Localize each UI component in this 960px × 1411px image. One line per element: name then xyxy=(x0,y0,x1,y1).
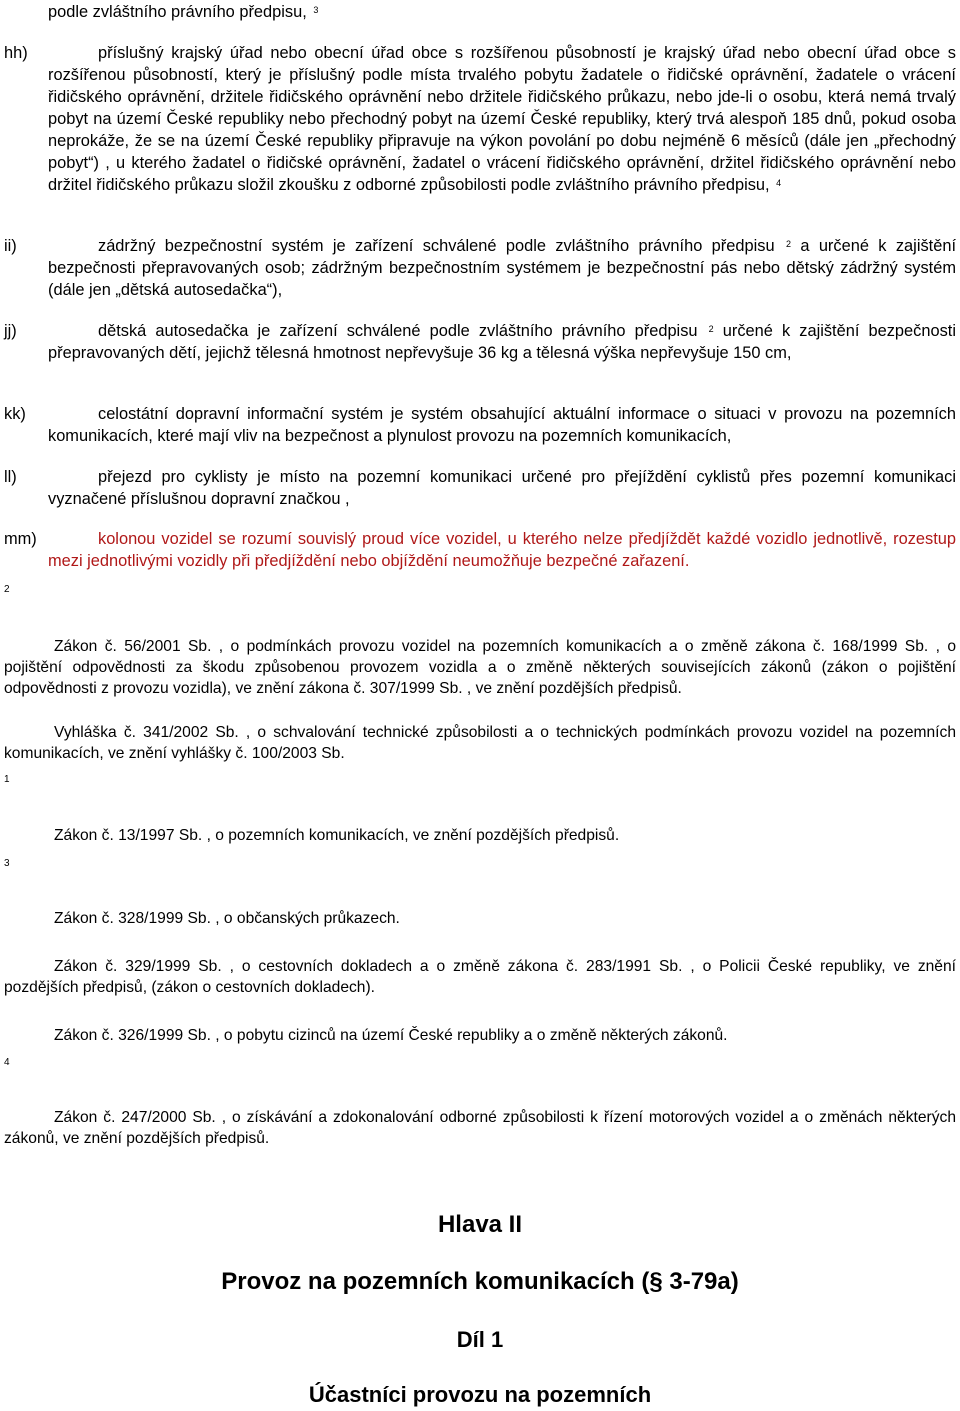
item-label-mm: mm) xyxy=(4,530,37,548)
item-label-ll: ll) xyxy=(4,468,17,486)
footnote-text xyxy=(4,1107,956,1149)
definition-hh xyxy=(48,42,956,196)
definition-jj-text-a: dětská autosedačka je zařízení schválené podle zvláštního právního předpisu xyxy=(98,322,698,340)
continuation-line xyxy=(48,1,318,23)
definition-jj-text-b: určené k zajištění bezpečnosti přepravovaných dětí, jejichž tělesná hmotnost nepřevyšuje 36 kg a tělesná výška nepřevyšuje 150 cm, xyxy=(48,322,956,362)
footnote-2a-text: Zákon č. 56/2001 Sb. , o podmínkách provozu vozidel na pozemních komunikacích a o změně zákona č. 168/1999 Sb. , o pojištění odpovědnosti za škodu způsobenou provozem vozidla a o změně některých souvisejících zákonů (zákon o pojištění odpovědnosti z provozu vozidla), ve znění zákona č. 307/1999 Sb. , ve znění pozdějších předpisů. xyxy=(4,638,956,697)
footnote-text xyxy=(4,722,956,764)
item-label-jj: jj) xyxy=(4,322,17,340)
footnote-number: 3 xyxy=(4,858,10,869)
footnote-4-text: Zákon č. 247/2000 Sb. , o získávání a zdokonalování odborné způsobilosti k řízení motorových vozidel a o změnách některých zákonů, ve znění pozdějších předpisů. xyxy=(4,1109,956,1147)
chapter-title: Provoz na pozemních komunikacích (§ 3-79a) xyxy=(221,1268,739,1295)
definition-mm-text: kolonou vozidel se rozumí souvislý proud více vozidel, u kterého nelze předjíždět každé vozidlo jednotlivě, rozestup mezi jednotlivými vozidly při předjíždění nebo objíždění neumožňuje bezpečné zařazení. xyxy=(48,530,956,570)
definition-kk-text: celostátní dopravní informační systém je systém obsahující aktuální informace o situaci v provozu na pozemních komunikacích, které mají vliv na bezpečnost a plynulost provozu na pozemních komunikacích, xyxy=(48,405,956,445)
definition-ll xyxy=(48,466,956,510)
footnote-number: 1 xyxy=(4,774,10,785)
footnote-2b-text: Vyhláška č. 341/2002 Sb. , o schvalování technické způsobilosti a o technických podmínkách provozu vozidel na pozemních komunikacích, ve znění vyhlášky č. 100/2003 Sb. xyxy=(4,724,956,762)
definition-ii-text-a: zádržný bezpečnostní systém je zařízení schválené podle zvláštního právního předpisu xyxy=(98,237,775,255)
footnote-text xyxy=(4,636,956,699)
chapter-heading: Hlava II xyxy=(437,1211,523,1238)
footnote-ref: 2 xyxy=(785,239,791,249)
continuation-text: podle zvláštního právního předpisu, xyxy=(48,3,307,21)
item-label-hh: hh) xyxy=(4,44,28,62)
definition-hh-text: příslušný krajský úřad nebo obecní úřad obce s rozšířenou působností je krajský úřad nebo obecní úřad obce s rozšířenou působností, který je příslušný podle místa trvalého pobytu žadatele o řidičské oprávnění, žadatele o vrácení řidičského oprávnění, držitele řidičského oprávnění nebo držitele řidičského průkazu, nebo jde-li o osobu, která nemá trvalý pobyt na území České republiky nebo přechodný pobyt na území České republiky, který trvá alespoň 185 dnů, pokud osoba neprokáže, že se na území České republiky připravuje na výkon povolání po dobu nejméně 6 měsíců (dále jen „přechodný pobyt“) , u kterého žadatel o řidičské oprávnění, žadatel o vrácení řidičského oprávnění, držitel řidičského oprávnění nebo držitel řidičského průkazu složil zkoušku z odborné způsobilosti podle zvláštního právního předpisu, xyxy=(48,44,956,194)
footnote-text: Zákon č. 328/1999 Sb. , o občanských průkazech. xyxy=(54,910,400,927)
item-label-kk: kk) xyxy=(4,405,26,423)
footnote-number: 4 xyxy=(4,1057,10,1068)
footnote-text xyxy=(4,956,956,998)
definition-jj xyxy=(48,320,956,364)
part-heading: Díl 1 xyxy=(456,1327,504,1352)
footnote-3b-text: Zákon č. 329/1999 Sb. , o cestovních dokladech a o změně zákona č. 283/1991 Sb. , o Policii České republiky, ve znění pozdějších předpisů, (zákon o cestovních dokladech). xyxy=(4,958,956,996)
footnote-ref: 2 xyxy=(708,324,714,334)
footnote-ref: 4 xyxy=(776,178,782,188)
footnote-text: Zákon č. 326/1999 Sb. , o pobytu cizinců na území České republiky a o změně některých zákonů. xyxy=(54,1027,728,1044)
part-title: Účastníci provozu na pozemních xyxy=(308,1382,652,1407)
footnote-ref: 3 xyxy=(313,5,319,15)
footnote-text: Zákon č. 13/1997 Sb. , o pozemních komunikacích, ve znění pozdějších předpisů. xyxy=(54,827,620,844)
item-label-ii: ii) xyxy=(4,237,17,255)
definition-kk xyxy=(48,403,956,447)
definition-mm xyxy=(48,528,956,572)
definition-ii xyxy=(48,235,956,301)
definition-ll-text: přejezd pro cyklisty je místo na pozemní komunikaci určené pro přejíždění cyklistů přes pozemní komunikaci vyznačené příslušnou dopravní značkou , xyxy=(48,468,956,508)
definition-ii-text-b: a určené k zajištění bezpečnosti přepravovaných osob; zádržným bezpečnostním systémem je bezpečnostní pás nebo dětský zádržný systém (dále jen „dětská autosedačka“), xyxy=(48,237,956,299)
footnote-number: 2 xyxy=(4,584,10,595)
